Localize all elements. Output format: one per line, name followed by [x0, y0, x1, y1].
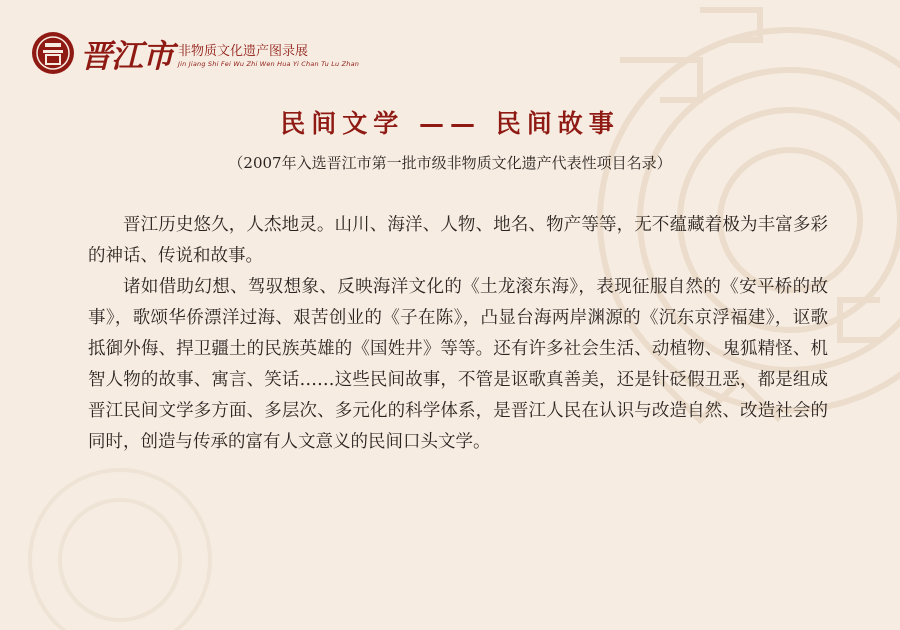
paragraph: 晋江历史悠久，人杰地灵。山川、海洋、人物、地名、物产等等，无不蕴藏着极为丰富多彩的神话、传说和故事。 [88, 215, 828, 266]
paragraph: 诸如借助幻想、驾驭想象、反映海洋文化的《土龙滚东海》，表现征服自然的《安平桥的故事》，歌颂华侨漂洋过海、艰苦创业的《子在陈》，凸显台海两岸渊源的《沉东京浮福建》，讴歌抵御外侮、捍卫疆土的民族英雄的《国姓井》等等。还有许多社会生活、动植物、鬼狐精怪、机智人物的故事、寓言、笑话……这些民间故事，不管是讴歌真善美，还是针砭假丑恶，都是组成晋江民间文学多方面、多层次、多元化的科学体系，是晋江人民在认识与改造自然、改造社会的同时，创造与传承的富有人文意义的民间口头文学。 [88, 277, 828, 452]
page-title: 民间文学 —— 民间故事 [280, 109, 620, 138]
logo-calligraphy: 晋江市 [80, 37, 174, 75]
article-body [88, 210, 828, 458]
exhibition-pinyin: Jin Jiang Shi Fei Wu Zhi Wen Hua Yi Chan Tu Lu Zhan [178, 60, 360, 68]
circular-seal-logo-icon [30, 30, 76, 76]
page-subtitle: （2007年入选晋江市第一批市级非物质文化遗产代表性项目名录） [228, 154, 672, 172]
exhibition-title: 非物质文化遗产图录展 [178, 44, 309, 59]
